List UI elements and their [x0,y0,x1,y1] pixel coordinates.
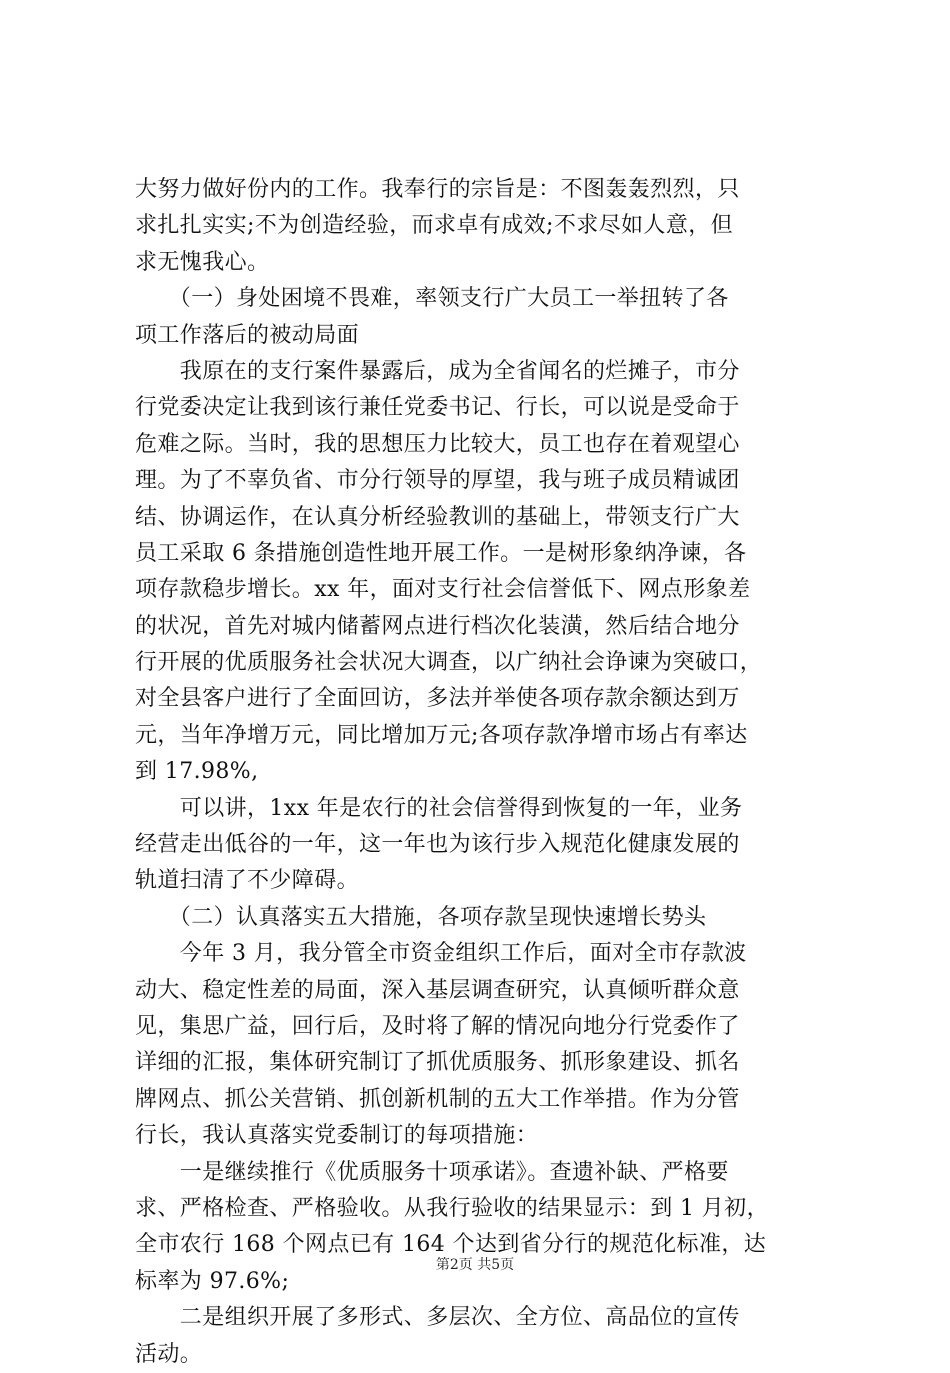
text-line: 轨道扫清了不少障碍。 [135,868,360,894]
text-line: 项存款稳步增长。xx 年，面对支行社会信誉低下、网点形象差 [135,577,751,603]
text-line: 对全县客户进行了全面回访，多法并举使各项存款余额达到万 [135,686,740,712]
text-line: 行开展的优质服务社会状况大调查，以广纳社会诤谏为突破口， [135,650,763,676]
text-line: 动大、稳定性差的局面，深入基层调查研究，认真倾听群众意 [135,977,740,1003]
text-line: 详细的汇报，集体研究制订了抓优质服务、抓形象建设、抓名 [135,1050,740,1076]
text-line: 标率为 97.6%; [135,1268,290,1294]
text-line: 求、严格检查、严格验收。从我行验收的结果显示：到 1 月初， [135,1195,769,1221]
text-line: 一是继续推行《优质服务十项承诺》。查遗补缺、严格要 [135,1159,729,1185]
text-line: 求无愧我心。 [135,249,270,275]
text-line: 大努力做好份内的工作。我奉行的宗旨是：不图轰轰烈烈，只 [135,177,740,202]
text-line: （二）认真落实五大措施，各项存款呈现快速增长势头 [135,904,707,930]
text-line: 我原在的支行案件暴露后，成为全省闻名的烂摊子，市分 [135,358,740,384]
body-text [135,172,835,1373]
text-line: 结、协调运作，在认真分析经验教训的基础上，带领支行广大 [135,504,740,530]
text-line: 可以讲，1xx 年是农行的社会信誉得到恢复的一年，业务 [135,795,743,821]
text-line: 经营走出低谷的一年，这一年也为该行步入规范化健康发展的 [135,832,740,858]
text-line: 行长，我认真落实党委制订的每项措施： [135,1123,539,1149]
text-line: 活动。 [135,1341,203,1367]
page-footer: 第2页 共5页 [435,1257,515,1273]
text-line: 今年 3 月，我分管全市资金组织工作后，面对全市存款波 [135,941,747,967]
text-line: 行党委决定让我到该行兼任党委书记、行长，可以说是受命于 [135,395,740,421]
text-line: （一）身处困境不畏难，率领支行广大员工一举扭转了各 [135,286,729,312]
text-line: 牌网点、抓公关营销、抓创新机制的五大工作举措。作为分管 [135,1086,740,1112]
text-line: 员工采取 6 条措施创造性地开展工作。一是树形象纳净谏，各 [135,540,747,566]
text-line: 元，当年净增万元，同比增加万元;各项存款净增市场占有率达 [135,722,748,748]
text-line: 二是组织开展了多形式、多层次、全方位、高品位的宣传 [135,1305,740,1331]
text-line: 危难之际。当时，我的思想压力比较大，员工也存在着观望心 [135,431,740,457]
text-line: 项工作落后的被动局面 [135,322,360,348]
text-line: 全市农行 168 个网点已有 164 个达到省分行的规范化标准，达 [135,1232,767,1258]
text-line: 的状况，首先对城内储蓄网点进行档次化装潢，然后结合地分 [135,613,740,639]
text-line: 求扎扎实实;不为创造经验，而求卓有成效;不求尽如人意，但 [135,213,734,239]
text-line: 见，集思广益，回行后，及时将了解的情况向地分行党委作了 [135,1013,740,1039]
text-line: 理。为了不辜负省、市分行领导的厚望，我与班子成员精诚团 [135,468,740,494]
text-line: 到 17.98%, [135,759,259,785]
